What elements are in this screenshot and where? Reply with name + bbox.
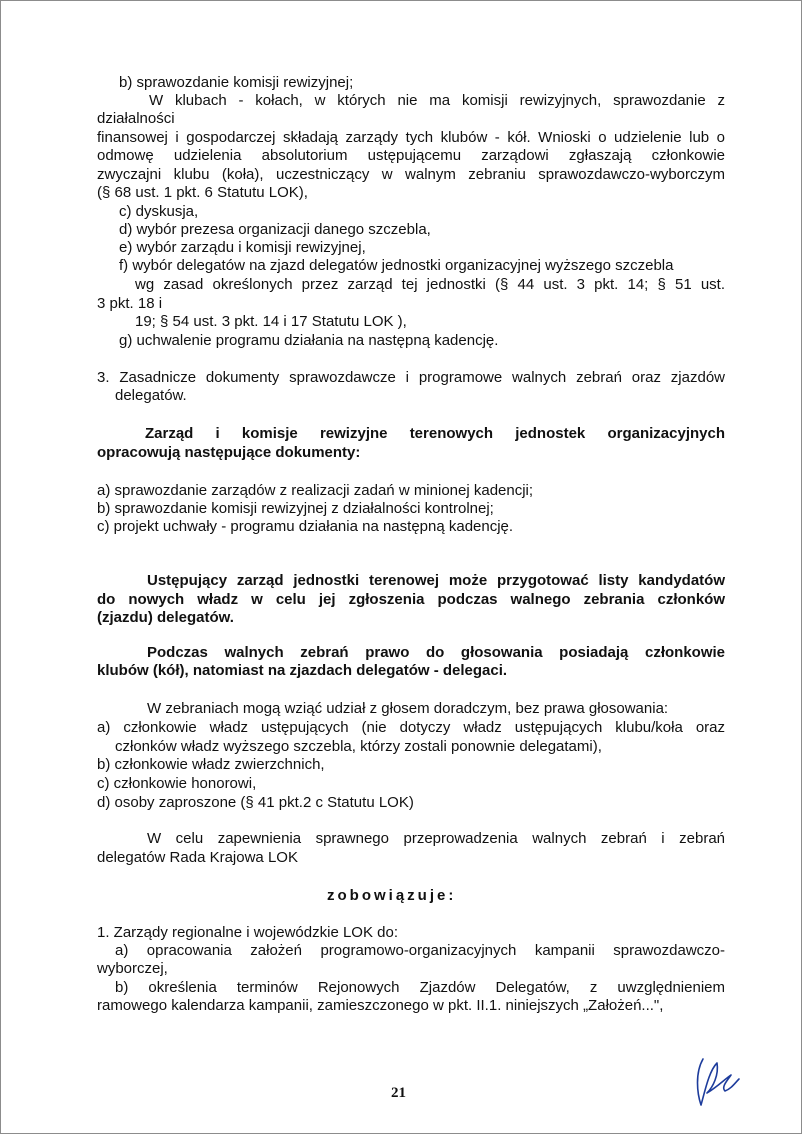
text-line: (§ 68 ust. 1 pkt. 6 Statutu LOK), [97, 184, 308, 201]
text-line: a) opracowania założeń programowo-organizacyjnych kampanii sprawozdawczo- [115, 942, 725, 959]
text-line: członków władz wyższego szczebla, którzy zostali ponownie delegatami), [115, 738, 602, 755]
text-line: b) sprawozdanie komisji rewizyjnej z działalności kontrolnej; [97, 500, 494, 517]
text-line: odmowę udzielenia absolutorium ustępującemu zarządowi zgłaszają członkowie [97, 147, 725, 164]
bold-paragraph-line: klubów (kół), natomiast na zjazdach delegatów - delegaci. [97, 662, 508, 679]
text-line: b) sprawozdanie komisji rewizyjnej; [119, 74, 354, 91]
text-line: c) członkowie honorowi, [97, 775, 257, 792]
bold-paragraph-line: Podczas walnych zebrań prawo do głosowania posiadają członkowie [147, 644, 725, 661]
text-line: zwyczajni klubu (koła), uczestniczący w walnym zebraniu sprawozdawczo-wyborczym [97, 166, 725, 183]
text-line: 3. Zasadnicze dokumenty sprawozdawcze i programowe walnych zebrań oraz zjazdów [97, 369, 725, 386]
handwritten-signature [691, 1053, 743, 1109]
text-line: g) uchwalenie programu działania na następną kadencję. [119, 332, 499, 349]
bold-heading-line: opracowują następujące dokumenty: [97, 444, 361, 461]
bold-heading-line: Zarząd i komisje rewizyjne terenowych jednostek organizacyjnych [145, 425, 725, 442]
text-line: 3 pkt. 18 i [97, 295, 163, 312]
bold-paragraph-line: Ustępujący zarząd jednostki terenowej może przygotować listy kandydatów [147, 572, 725, 589]
text-line: W klubach - kołach, w których nie ma komisji rewizyjnych, sprawozdanie z [149, 92, 725, 109]
text-line: wg zasad określonych przez zarząd tej jednostki (§ 44 ust. 3 pkt. 14; § 51 ust. [135, 276, 725, 293]
page-number: 21 [391, 1085, 406, 1101]
text-line: c) projekt uchwały - programu działania na następną kadencję. [97, 518, 514, 535]
text-line: 1. Zarządy regionalne i wojewódzkie LOK do: [97, 924, 398, 941]
text-line: W zebraniach mogą wziąć udział z głosem doradczym, bez prawa głosowania: [147, 700, 669, 717]
bold-paragraph-line: do nowych władz w celu jej zgłoszenia podczas walnego zebrania członków [97, 591, 725, 608]
text-line: delegatów. [115, 387, 187, 404]
text-line: ramowego kalendarza kampanii, zamieszczonego w pkt. II.1. niniejszych „Założeń...", [97, 997, 664, 1014]
text-line: wyborczej, [97, 960, 168, 977]
text-line: c) dyskusja, [119, 203, 199, 220]
text-line: działalności [97, 110, 175, 127]
bold-paragraph-line: (zjazdu) delegatów. [97, 609, 234, 626]
text-line: a) członkowie władz ustępujących (nie dotyczy władz ustępujących klubu/koła oraz [97, 719, 725, 736]
text-line: 19; § 54 ust. 3 pkt. 14 i 17 Statutu LOK ), [135, 313, 407, 330]
section-heading: zobowiązuje: [327, 887, 457, 904]
text-line: a) sprawozdanie zarządów z realizacji zadań w minionej kadencji; [97, 482, 534, 499]
text-line: f) wybór delegatów na zjazd delegatów jednostki organizacyjnej wyższego szczebla [119, 257, 674, 274]
text-line: delegatów Rada Krajowa LOK [97, 849, 298, 866]
text-line: d) wybór prezesa organizacji danego szczebla, [119, 221, 431, 238]
text-line: d) osoby zaproszone (§ 41 pkt.2 c Statutu LOK) [97, 794, 414, 811]
text-line: e) wybór zarządu i komisji rewizyjnej, [119, 239, 366, 256]
text-line: W celu zapewnienia sprawnego przeprowadzenia walnych zebrań i zebrań [147, 830, 725, 847]
text-line: finansowej i gospodarczej składają zarządy tych klubów - kół. Wnioski o udzielenie lub o [97, 129, 725, 146]
text-line: b) określenia terminów Rejonowych Zjazdów Delegatów, z uwzględnieniem [115, 979, 725, 996]
text-line: b) członkowie władz zwierzchnich, [97, 756, 325, 773]
